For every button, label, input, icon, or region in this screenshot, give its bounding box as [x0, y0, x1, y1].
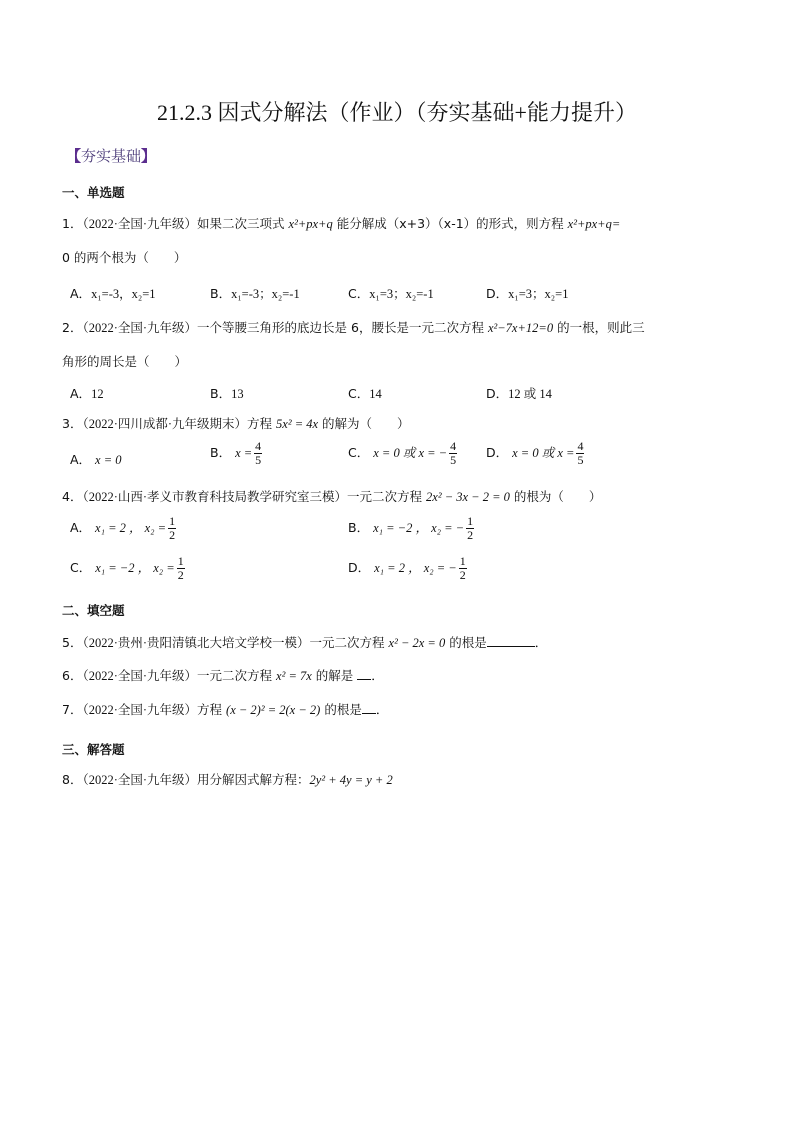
option-letter: C． [348, 286, 370, 301]
fraction [254, 440, 262, 467]
math-expression: x² = 7x [276, 669, 312, 683]
option-text: x₁ = 2 ， x₂ = [95, 521, 167, 535]
question-2-line-2: 角形的周长是（ ） [62, 354, 188, 369]
fraction [449, 440, 457, 467]
q1-option-b[interactable] [210, 284, 300, 302]
option-letter: D． [348, 560, 371, 575]
question-text: 的根是 [324, 702, 362, 717]
answer-blank[interactable] [362, 702, 376, 714]
option-text: 12 [91, 387, 104, 401]
question-4-line-1 [62, 487, 601, 505]
answer-blank[interactable] [357, 668, 371, 680]
denominator: 2 [177, 568, 184, 582]
question-source: （2022·四川成都·九年级期末） [82, 417, 248, 431]
option-letter: B． [210, 386, 232, 401]
bracket-close: 】 [141, 147, 157, 165]
option-text: x₁=-3；x₂=-1 [231, 287, 300, 301]
math-expression: 2x² − 3x − 2 = 0 [426, 490, 510, 504]
option-text: x₁=3；x₂=1 [508, 287, 569, 301]
q3-option-d[interactable] [486, 440, 586, 467]
section-label: 夯实基础 [81, 147, 142, 165]
question-source: （2022·全国·九年级） [82, 669, 198, 683]
option-text: x₁=-3，x₂=1 [91, 287, 156, 301]
question-1-line-2: 0 的两个根为（ ） [62, 250, 187, 265]
question-number: 5． [62, 635, 83, 650]
fraction [459, 555, 467, 582]
q1-option-d[interactable] [486, 284, 568, 302]
numerator: 4 [577, 439, 584, 453]
denominator: 5 [450, 453, 457, 467]
question-text: 一元二次方程 [197, 668, 273, 683]
document-title: 21.2.3 因式分解法（作业）（夯实基础+能力提升） [157, 100, 637, 125]
q2-option-c[interactable] [348, 384, 382, 402]
option-letter: C． [70, 560, 92, 575]
question-text: 用分解因式解方程： [197, 772, 310, 787]
q4-option-b[interactable] [348, 515, 476, 542]
option-letter: A． [70, 386, 92, 401]
option-letter: D． [486, 286, 509, 301]
question-text: 的解为（ ） [322, 416, 410, 431]
option-text: x₁ = −2 ， x₂ = − [373, 521, 465, 535]
answer-blank[interactable] [487, 635, 535, 647]
bracket-open: 【 [66, 147, 82, 165]
question-source: （2022·贵州·贵阳清镇北大培文学校一模） [82, 636, 310, 650]
question-source: （2022·山西·孝义市教育科技局教学研究室三模） [82, 490, 348, 504]
option-letter: B． [210, 445, 232, 460]
option-text: x₁ = 2 ， x₂ = − [374, 561, 457, 575]
option-letter: A． [70, 520, 92, 535]
section-heading [66, 145, 156, 166]
question-7 [62, 700, 388, 718]
fraction [177, 555, 185, 582]
math-expression: x²−7x+12=0 [487, 321, 554, 335]
option-text: x = 0 [95, 453, 122, 467]
question-text: 能分解成（x+3）（x-1）的形式，则方程 [336, 216, 564, 231]
question-text: 如果二次三项式 [197, 216, 285, 231]
q1-option-c[interactable] [348, 284, 434, 302]
denominator: 5 [577, 453, 584, 467]
question-source: （2022·全国·九年级） [82, 773, 198, 787]
part-heading-fill-blank: 二、填空题 [62, 603, 125, 618]
numerator: 4 [255, 439, 262, 453]
part-heading-single-choice: 一、单选题 [62, 185, 125, 200]
q3-option-c[interactable] [348, 440, 459, 467]
numerator: 1 [177, 554, 184, 568]
q2-option-a[interactable] [70, 384, 104, 402]
numerator: 1 [467, 514, 474, 528]
question-number: 3． [62, 416, 83, 431]
numerator: 4 [450, 439, 457, 453]
q4-option-a[interactable] [70, 515, 178, 542]
numerator: 1 [169, 514, 176, 528]
question-text: 一元二次方程 [309, 635, 385, 650]
question-text: 的解是 [315, 668, 354, 683]
math-expression: 5x² = 4x [276, 417, 319, 431]
q4-option-c[interactable] [70, 555, 187, 582]
question-text: 的一根，则此三 [557, 320, 645, 335]
option-text: x = [235, 446, 253, 460]
period: ． [534, 635, 548, 650]
denominator: 2 [169, 528, 176, 542]
denominator: 5 [255, 453, 262, 467]
question-text: 一元二次方程 [347, 489, 423, 504]
q3-option-a[interactable] [70, 450, 122, 468]
option-letter: A． [70, 286, 92, 301]
question-number: 2． [62, 320, 83, 335]
fraction [466, 515, 474, 542]
math-expression: x² − 2x = 0 [388, 636, 446, 650]
denominator: 2 [459, 568, 466, 582]
option-text: 14 [369, 387, 382, 401]
option-letter: A． [70, 452, 92, 467]
q4-option-d[interactable] [348, 555, 469, 582]
question-source: （2022·全国·九年级） [82, 217, 198, 231]
q2-option-d[interactable] [486, 384, 552, 402]
denominator: 2 [467, 528, 474, 542]
q1-option-a[interactable] [70, 284, 156, 302]
question-text: 方程 [197, 702, 223, 717]
question-5 [62, 633, 547, 651]
question-text: 方程 [247, 416, 273, 431]
period: ． [371, 668, 384, 683]
math-expression: (x − 2)² = 2(x − 2) [226, 703, 321, 717]
question-source: （2022·全国·九年级） [82, 703, 198, 717]
numerator: 1 [459, 554, 466, 568]
option-text: 13 [231, 387, 244, 401]
math-expression: 2y² + 4y = y + 2 [309, 773, 393, 787]
option-text: 12 或 14 [508, 387, 552, 401]
question-1-line-1 [62, 214, 620, 232]
q3-option-b[interactable] [210, 440, 264, 467]
question-8 [62, 770, 393, 788]
part-heading-solve: 三、解答题 [62, 742, 125, 757]
option-text: x = 0 或 x = [512, 446, 575, 460]
fraction [168, 515, 176, 542]
question-text: 的根是 [449, 635, 487, 650]
math-expression: x²+px+q [288, 217, 333, 231]
option-letter: C． [348, 445, 370, 460]
period: ． [375, 702, 389, 717]
question-3-line-1 [62, 414, 410, 432]
option-text: x₁ = −2 ， x₂ = [95, 561, 175, 575]
q2-option-b[interactable] [210, 384, 244, 402]
option-text: x₁=3；x₂=-1 [369, 287, 434, 301]
question-2-line-1 [62, 318, 645, 336]
question-number: 8． [62, 772, 83, 787]
option-letter: C． [348, 386, 370, 401]
question-number: 6． [62, 668, 83, 683]
option-letter: D． [486, 445, 509, 460]
math-expression: x²+px+q= [567, 217, 621, 231]
question-6 [62, 666, 384, 684]
question-number: 7． [62, 702, 83, 717]
question-text: 的根为（ ） [513, 489, 602, 504]
option-letter: B． [348, 520, 370, 535]
question-text: 一个等腰三角形的底边长是 6，腰长是一元二次方程 [197, 320, 484, 335]
question-source: （2022·全国·九年级） [82, 321, 198, 335]
option-letter: D． [486, 386, 509, 401]
question-number: 1． [62, 216, 83, 231]
question-number: 4． [62, 489, 83, 504]
fraction [576, 440, 584, 467]
option-text: x = 0 或 x = − [373, 446, 448, 460]
option-letter: B． [210, 286, 232, 301]
